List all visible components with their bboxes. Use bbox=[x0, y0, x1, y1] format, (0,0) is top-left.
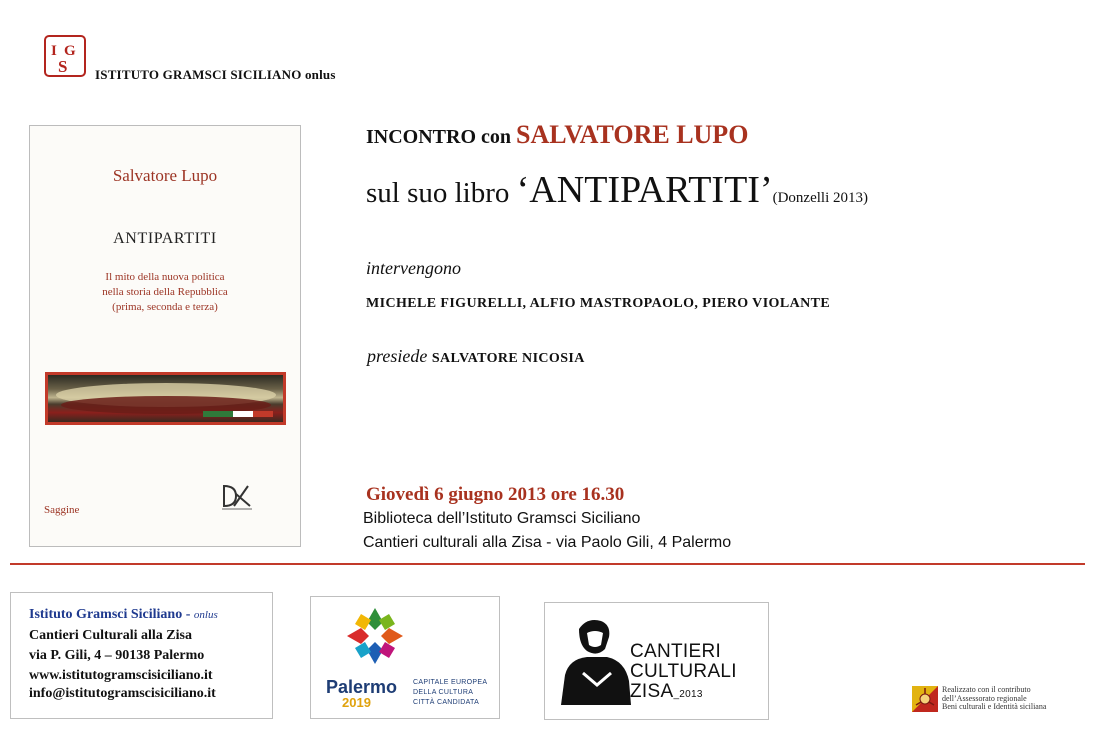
cantieri-figure-icon bbox=[557, 615, 635, 707]
svg-text:I: I bbox=[51, 43, 57, 59]
contact-org-name: Istituto Gramsci Siciliano - bbox=[29, 607, 194, 622]
contact-org bbox=[29, 607, 218, 623]
sponsor-line: Realizzato con il contributo bbox=[942, 685, 1031, 694]
sponsor-line: Beni culturali e Identità siciliana bbox=[942, 702, 1047, 711]
cover-parliament-photo bbox=[45, 372, 286, 425]
contact-org-suffix: onlus bbox=[193, 609, 218, 621]
speakers-list: MICHELE FIGURELLI, ALFIO MASTROPAOLO, PIERO VIOLANTE bbox=[366, 296, 831, 311]
event-date: Giovedì 6 giugno 2013 ore 16.30 bbox=[366, 484, 625, 505]
book-publisher: (Donzelli 2013) bbox=[772, 190, 868, 206]
istituto-gramsci-logo bbox=[44, 35, 86, 77]
cover-author: Salvatore Lupo bbox=[112, 166, 218, 185]
venue-line-1: Biblioteca dell’Istituto Gramsci Siciliano bbox=[363, 510, 641, 527]
sponsor-line: dell’Assessorato regionale bbox=[942, 693, 1027, 703]
contact-address-1: Cantieri Culturali alla Zisa bbox=[29, 628, 192, 643]
book-title: ‘ANTIPARTITI’ bbox=[516, 169, 773, 211]
cantieri-line-1: CANTIERI bbox=[630, 641, 722, 662]
cover-title: ANTIPARTITI bbox=[113, 230, 217, 247]
contact-box bbox=[10, 592, 273, 719]
book-prefix: sul suo libro bbox=[366, 177, 510, 209]
cantieri-zisa: ZISA bbox=[630, 681, 674, 702]
igs-monogram-icon bbox=[46, 37, 84, 75]
cantieri-line-2: CULTURALI bbox=[630, 661, 737, 682]
palermo-year: 2019 bbox=[342, 695, 371, 710]
cover-subtitle-line: Il mito della nuova politica bbox=[105, 271, 225, 283]
svg-text:G: G bbox=[64, 43, 76, 59]
svg-text:S: S bbox=[58, 57, 68, 75]
cantieri-line-3 bbox=[630, 681, 703, 703]
sponsor-text bbox=[942, 686, 1092, 712]
chair-line bbox=[367, 346, 585, 367]
incontro-heading bbox=[366, 120, 748, 150]
cover-series: Saggine bbox=[44, 504, 80, 516]
cover-subtitle bbox=[30, 270, 300, 315]
cover-subtitle-line: nella storia della Repubblica bbox=[102, 286, 228, 298]
guest-name: SALVATORE LUPO bbox=[516, 120, 749, 149]
venue-line-2: Cantieri culturali alla Zisa - via Paolo Gili, 4 Palermo bbox=[363, 534, 732, 551]
chair-name: SALVATORE NICOSIA bbox=[431, 351, 585, 366]
palermo-sub-1: CAPITALE EUROPEA bbox=[413, 679, 488, 686]
palermo-sub-2: DELLA CULTURA bbox=[413, 689, 474, 696]
contact-address-2: via P. Gili, 4 – 90138 Palermo bbox=[29, 648, 205, 663]
book-cover bbox=[29, 125, 301, 547]
incontro-label: INCONTRO con bbox=[366, 126, 512, 148]
cantieri-year: _2013 bbox=[673, 689, 703, 700]
presiede-label: presiede bbox=[367, 346, 428, 366]
cover-subtitle-line: (prima, seconda e terza) bbox=[112, 301, 218, 313]
contact-email[interactable]: info@istitutogramscisiciliano.it bbox=[29, 686, 216, 701]
book-heading bbox=[366, 168, 868, 212]
donzelli-logo-icon bbox=[220, 484, 254, 517]
parliament-hall-image bbox=[48, 375, 283, 422]
divider bbox=[10, 563, 1085, 565]
cantieri-culturali-logo bbox=[544, 602, 769, 720]
intervengono-label: intervengono bbox=[366, 258, 461, 278]
contact-website[interactable]: www.istitutogramscisiciliano.it bbox=[29, 668, 213, 683]
palermo-sub-3: CITTÀ CANDIDATA bbox=[413, 699, 480, 706]
trinacria-icon bbox=[912, 686, 938, 712]
palermo-flower-icon bbox=[344, 605, 406, 667]
palermo-2019-logo bbox=[310, 596, 500, 719]
palermo-name: Palermo bbox=[326, 677, 398, 697]
organization-title: ISTITUTO GRAMSCI SICILIANO onlus bbox=[95, 67, 336, 82]
